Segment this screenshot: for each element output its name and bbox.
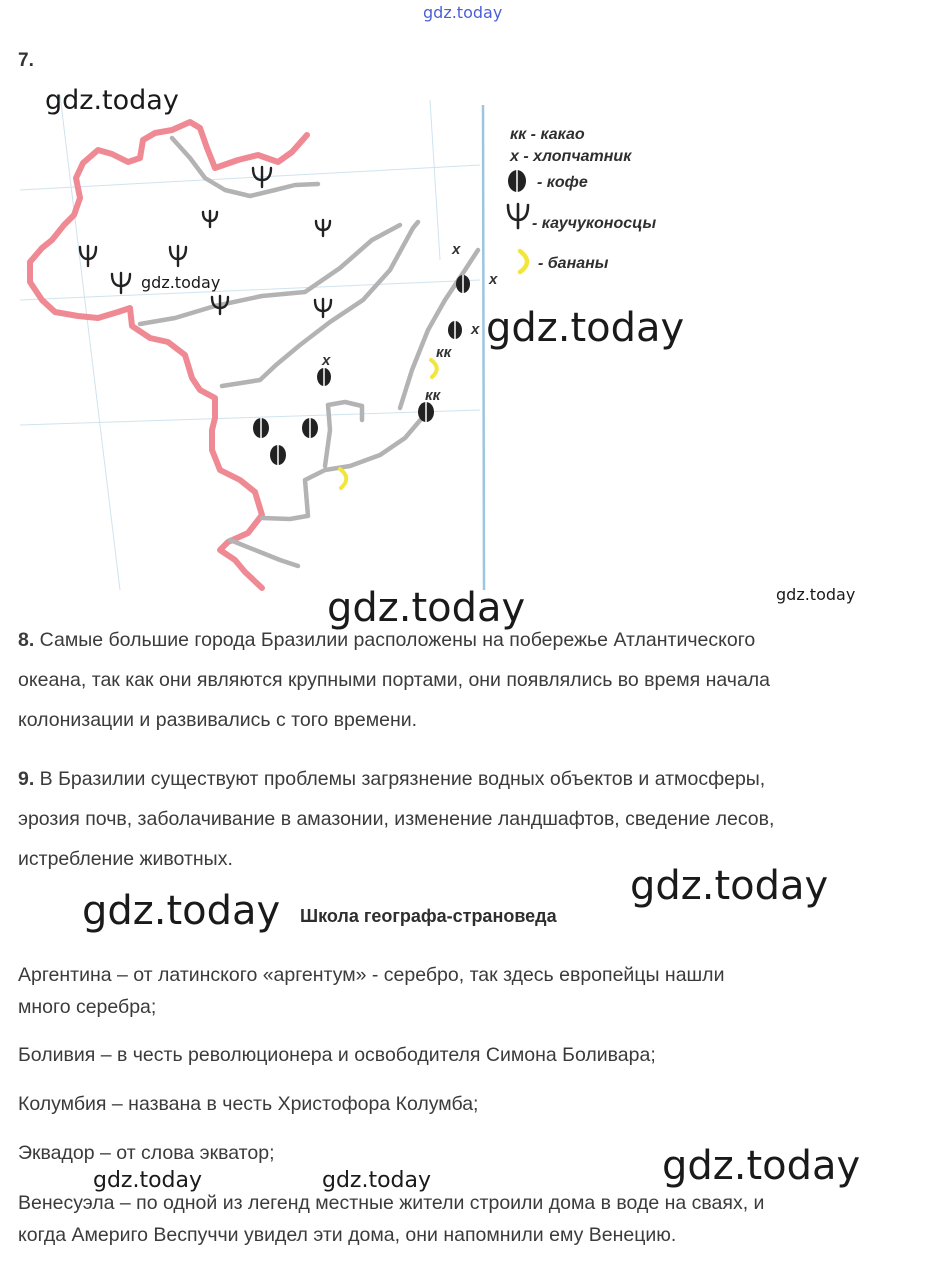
rubber-tree-icon [203, 211, 217, 227]
legend-coffee-icon [508, 170, 526, 192]
watermark: gdz.today [327, 585, 526, 631]
legend-text-cocoa: - какао [526, 126, 585, 143]
rubber-tree-icon [315, 299, 331, 317]
legend-symbol-cotton: х [510, 148, 519, 165]
watermark: gdz.today [630, 863, 829, 909]
school-item-ecuador [18, 1137, 275, 1169]
watermark: gdz.today [141, 273, 221, 292]
rubber-tree-icon [170, 246, 186, 266]
school-item-line: Венесуэла – по одной из легенд местные жители строили дома в воде на сваях, и [18, 1192, 765, 1214]
task8-line: колонизации и развивались с того времени. [18, 709, 418, 731]
rubber-tree-icon [80, 246, 96, 266]
task9-line: В Бразилии существуют проблемы загрязнение водных объектов и атмосферы, [34, 768, 766, 790]
task9-line: эрозия почв, заболачивание в амазонии, изменение ландшафтов, сведение лесов, [18, 808, 775, 830]
school-item-venezuela [18, 1187, 764, 1251]
legend-text-cotton: - хлопчатник [518, 148, 632, 165]
school-item-line: много серебра; [18, 996, 157, 1018]
school-item-bolivia [18, 1039, 656, 1071]
watermark: gdz.today [93, 1168, 203, 1193]
watermark: gdz.today [322, 1168, 432, 1193]
svg-text:х - хлопчатник [509, 148, 632, 165]
coffee-icon [253, 418, 269, 438]
school-item-line: когда Америго Веспуччи увидел эти дома, они напомнили ему Венецию. [18, 1224, 677, 1246]
school-item-line: Колумбия – названа в честь Христофора Колумба; [18, 1093, 479, 1115]
legend-text-coffee: - кофе [537, 174, 588, 191]
task9-text [18, 759, 774, 879]
watermark: gdz.today [82, 888, 281, 934]
meridian-line [483, 105, 484, 590]
task9-line: истребление животных. [18, 848, 233, 870]
task8-line: Самые большие города Бразилии расположены на побережье Атлантического [34, 629, 756, 651]
school-item-argentina [18, 959, 724, 1023]
section-heading: Школа географа-страноведа [300, 906, 557, 926]
legend-text-banana: - бананы [538, 255, 609, 272]
rubber-tree-icon [112, 273, 130, 293]
legend-symbol-cocoa: кк [510, 126, 527, 143]
watermark: gdz.today [776, 585, 856, 604]
cocoa-label: кк [425, 387, 441, 404]
school-item-line: Боливия – в честь революционера и освободителя Симона Боливара; [18, 1044, 656, 1066]
coffee-icon [418, 402, 434, 422]
school-item-colombia [18, 1088, 478, 1120]
task8-line: океана, так как они являются крупными портами, они появлялись во время начала [18, 669, 771, 691]
legend-text-rubber: - каучуконосцы [532, 215, 657, 232]
school-item-line: Эквадор – от слова экватор; [18, 1142, 275, 1164]
task8-number: 8. [18, 629, 35, 651]
cotton-label: х [452, 241, 461, 258]
coffee-icon [317, 368, 331, 386]
watermark: gdz.today [662, 1143, 861, 1189]
coffee-icon [448, 321, 462, 339]
watermark-top: gdz.today [423, 3, 503, 22]
cotton-label: х [489, 271, 498, 288]
coffee-icon [270, 445, 286, 465]
rivers [140, 138, 478, 566]
banana-icon [431, 360, 437, 377]
school-item-line: Аргентина – от латинского «аргентум» - серебро, так здесь европейцы нашли [18, 964, 725, 986]
task9-number: 9. [18, 768, 35, 790]
cotton-label: х [322, 352, 331, 369]
banana-icon [340, 469, 346, 488]
coffee-icon [456, 275, 470, 293]
task7-number: 7. [18, 50, 34, 71]
rubber-tree-icon [253, 167, 271, 187]
watermark: gdz.today [45, 85, 179, 116]
map-legend [508, 126, 656, 272]
cocoa-label: кк [436, 344, 452, 361]
legend-banana-icon [520, 251, 527, 272]
cotton-label: х [471, 321, 480, 338]
legend-rubber-icon [508, 204, 528, 228]
rubber-tree-icon [316, 220, 330, 236]
task8-text [18, 620, 770, 740]
watermark: gdz.today [486, 305, 685, 351]
svg-text:кк - какао [510, 126, 585, 143]
coffee-icon [302, 418, 318, 438]
rubber-tree-icon [212, 296, 228, 314]
map-grid [20, 95, 480, 590]
